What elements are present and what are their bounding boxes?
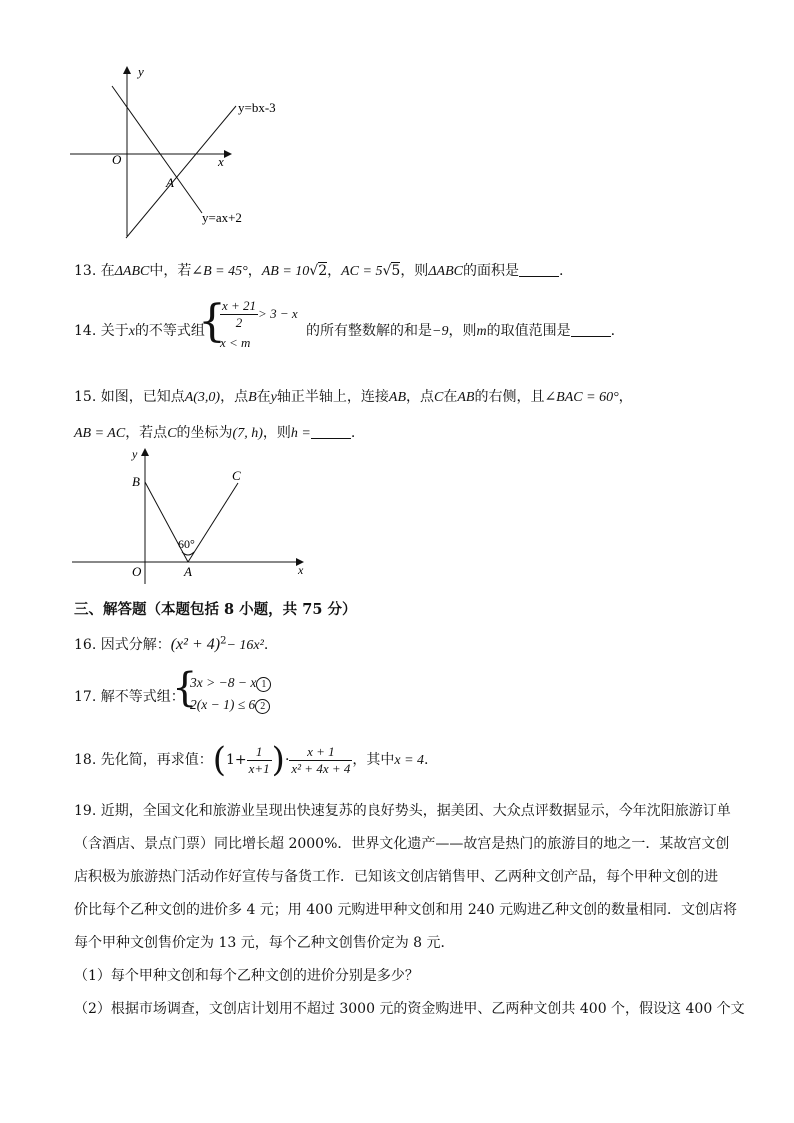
y-axis-label: y	[132, 447, 138, 461]
sqrt-icon: √	[309, 263, 319, 279]
question-14: 14. 关于x的不等式组	[74, 323, 205, 339]
question-14-tail: 的所有整数解的和是−9，则m的取值范围是 .	[306, 323, 616, 339]
question-18: 18. 先化简，再求值：(1+ $\frac{1}{x+1}$ )· $\frac{x + 1}{\text{x² + 4x + 4}}$ ，其中x = 4.	[74, 740, 429, 780]
section-heading: 三、解答题（本题包括 8 小题，共 75 分）	[74, 601, 357, 618]
y-axis-label: y	[138, 64, 144, 79]
line-ax-2	[112, 86, 202, 213]
x-axis-label: x	[298, 563, 304, 577]
sqrt-icon: √	[382, 263, 392, 279]
line2-label: y=ax+2	[202, 210, 242, 225]
left-paren-icon: (	[212, 740, 226, 780]
inequality-system-q14: $\frac{x + 21}{2}$ > 3 − x x < m	[220, 298, 298, 350]
question-19-line-3: 店积极为旅游热门活动作好宣传与备货工作．已知该文创店销售甲、乙两种文创产品，每个甲种文创的进	[74, 869, 718, 885]
circled-number-1: 1	[256, 677, 271, 692]
inequality-system-q17: 3x > −8 − x 1 2(x − 1) ≤ 6 2	[190, 672, 271, 716]
right-paren-icon: )	[271, 740, 285, 780]
question-15-line1: 15. 如图，已知点A(3,0)，点B在y轴正半轴上，连接AB，点C在AB的右侧，且∠BAC = 60°，	[74, 389, 633, 405]
question-19-line-2: （含酒店、景点门票）同比增长超 2000%．世界文化遗产——故宫是热门的旅游目的地之一．某故宫文创	[74, 836, 730, 852]
point-a-label: A	[184, 564, 192, 579]
answer-blank	[311, 426, 351, 439]
question-19-part-1: （1）每个甲种文创和每个乙种文创的进价分别是多少？	[74, 968, 419, 984]
question-17: 17. 解不等式组：	[74, 689, 185, 705]
question-19-line-4: 价比每个乙种文创的进价多 4 元；用 400 元购进甲种文创和用 240 元购进乙种文创的数量相同．文创店将	[74, 902, 738, 918]
left-brace-icon: {	[172, 665, 198, 711]
x-axis-label: x	[218, 154, 224, 169]
line1-label: y=bx-3	[238, 100, 276, 115]
left-brace-icon: {	[198, 296, 226, 347]
circled-number-2: 2	[255, 699, 270, 714]
question-19-part-2: （2）根据市场调查，文创店计划用不超过 3000 元的资金购进甲、乙两种文创共 400 个，假设这 400 个文	[74, 1001, 745, 1017]
question-19-line-1: 19. 近期，全国文化和旅游业呈现出快速复苏的良好势头，据美团、大众点评数据显示，今年沈阳旅游订单	[74, 803, 731, 819]
origin-label: O	[112, 152, 122, 167]
answer-blank	[571, 324, 611, 337]
question-15-line2: AB = AC，若点C的坐标为(7, h)，则h = .	[74, 425, 356, 441]
figure-2-triangle-graph	[64, 446, 314, 586]
point-b-label: B	[132, 474, 140, 489]
question-13: 13. 在ΔABC中，若∠B = 45°，AB = 10√2，AC = 5√5，则ΔABC的面积是 .	[74, 263, 564, 279]
angle-label: 60°	[178, 537, 195, 551]
question-19-line-5: 每个甲种文创售价定为 13 元，每个乙种文创售价定为 8 元．	[74, 935, 455, 951]
answer-blank	[519, 264, 559, 277]
segment-ac	[188, 483, 238, 562]
origin-label: O	[132, 564, 142, 579]
point-a-label: A	[166, 175, 174, 190]
question-16: 16. 因式分解：$(x^2 + 4)^2- 16x^2$.	[74, 635, 269, 653]
point-c-label: C	[232, 468, 241, 483]
figure-1-lines-graph	[60, 60, 290, 240]
